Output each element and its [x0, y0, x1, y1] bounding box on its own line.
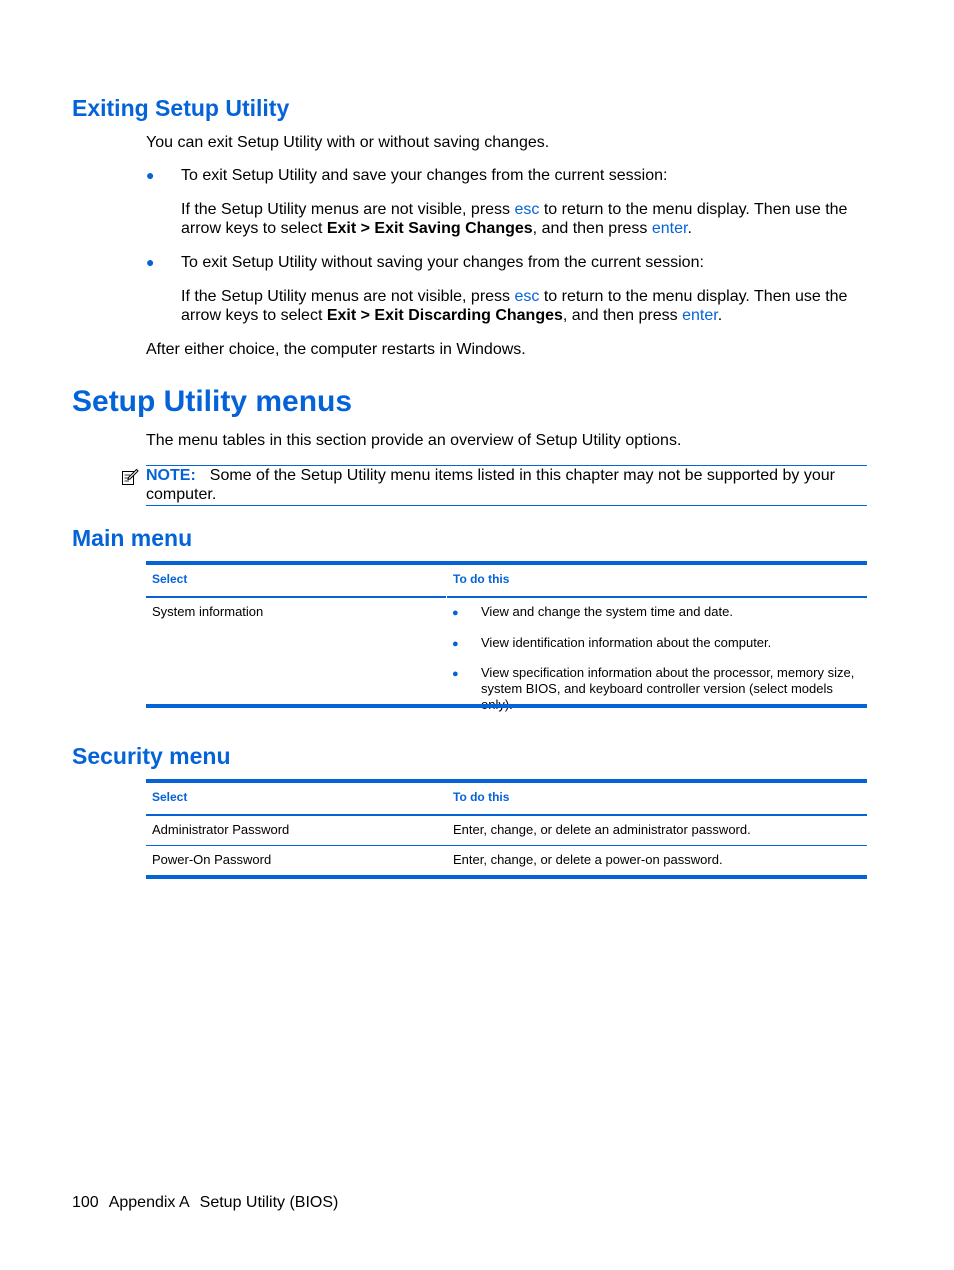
header-rule [146, 596, 867, 598]
table-top-rule [146, 561, 867, 565]
menus-intro: The menu tables in this section provide an overview of Setup Utility options. [146, 432, 682, 449]
column-separator [446, 596, 447, 704]
footer-appendix: Appendix A [108, 1194, 190, 1211]
table-top-rule [146, 779, 867, 783]
key-esc: esc [514, 288, 540, 305]
main-menu-table [146, 561, 867, 709]
section-heading-exiting: Exiting Setup Utility [72, 95, 290, 121]
section-heading-main-menu: Main menu [72, 525, 193, 551]
table-cell-select: Administrator Password [152, 822, 290, 837]
column-header-select: Select [152, 790, 188, 804]
section-heading-security-menu: Security menu [72, 743, 231, 769]
table-bottom-rule [146, 875, 867, 879]
column-header-action: To do this [453, 790, 510, 804]
exiting-after: After either choice, the computer restarts in Windows. [146, 341, 526, 358]
menu-command: Exit > Exit Discarding Changes [326, 307, 563, 324]
exit-discard-item: To exit Setup Utility without saving your changes from the current session: [181, 254, 704, 271]
key-esc: esc [514, 201, 540, 218]
exit-discard-detail: If the Setup Utility menus are not visible, press esc to return to the menu display. Then use the arrow keys to select Exit > Exit Discarding Changes, and then press enter. [181, 288, 848, 324]
bullet-icon: ● [452, 668, 459, 680]
table-cell-action: View identification information about the computer. [481, 635, 772, 650]
key-enter: enter [682, 307, 718, 324]
table-cell-action: Enter, change, or delete a power-on password. [453, 852, 723, 867]
note-text: NOTE: Some of the Setup Utility menu items listed in this chapter may not be supported by your computer. [146, 467, 835, 503]
page-number: 100 [72, 1194, 99, 1211]
column-header-action: To do this [453, 572, 510, 586]
table-cell-select: System information [152, 604, 264, 619]
table-bottom-rule [146, 704, 867, 708]
page-footer [72, 1193, 348, 1212]
security-menu-table [146, 779, 867, 879]
table-cell-action: Enter, change, or delete an administrator password. [453, 822, 751, 837]
key-enter: enter [651, 220, 688, 237]
note-icon [121, 468, 139, 486]
note-label: NOTE: [146, 467, 196, 484]
header-rule [146, 814, 867, 816]
bullet-icon: ● [452, 607, 459, 619]
table-cell-select: Power-On Password [152, 852, 272, 867]
footer-chapter: Setup Utility (BIOS) [199, 1194, 339, 1211]
table-cell-action: View and change the system time and date. [481, 604, 733, 619]
row-rule [146, 845, 867, 846]
exit-save-detail: If the Setup Utility menus are not visible, press esc to return to the menu display. Then use the arrow keys to select Exit > Exit Saving Changes, and then press enter. [181, 201, 848, 237]
section-heading-menus: Setup Utility menus [72, 385, 353, 418]
bullet-icon: ● [452, 638, 459, 650]
exit-save-item: To exit Setup Utility and save your changes from the current session: [181, 167, 668, 184]
column-header-select: Select [152, 572, 188, 586]
exiting-intro: You can exit Setup Utility with or without saving changes. [146, 134, 550, 151]
menu-command: Exit > Exit Saving Changes [326, 220, 533, 237]
bullet-icon: ● [146, 254, 155, 270]
table-cell-action: View specification information about the processor, memory size, system BIOS, and keyboard controller version (select models [481, 665, 855, 696]
bullet-icon: ● [146, 167, 155, 183]
